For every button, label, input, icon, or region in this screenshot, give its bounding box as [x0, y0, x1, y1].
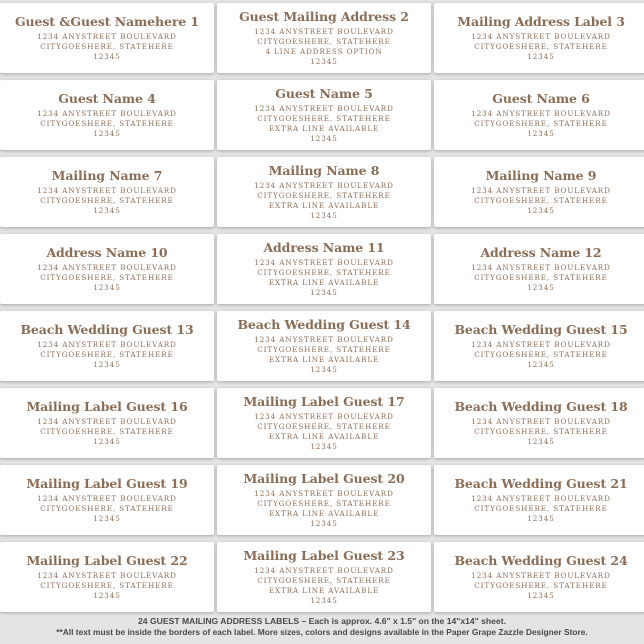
label-address-line: 1234 ANYSTREET BOULEVARD [37, 494, 177, 503]
label-address-line: EXTRA LINE AVAILABLE [268, 586, 380, 595]
label-recipient-name: Mailing Label Guest 22 [26, 553, 188, 568]
label-address-line: CITYGOESHERE, STATEHERE [40, 42, 174, 51]
address-label[interactable] [434, 157, 644, 227]
label-address-line: 12345 [93, 52, 121, 61]
label-address-line: CITYGOESHERE, STATEHERE [40, 427, 174, 436]
label-address-line: 1234 ANYSTREET BOULEVARD [37, 186, 177, 195]
label-recipient-name: Mailing Label Guest 23 [243, 548, 405, 563]
label-address-line: 1234 ANYSTREET BOULEVARD [254, 104, 394, 113]
label-address-line: 12345 [93, 591, 121, 600]
label-address-line: 1234 ANYSTREET BOULEVARD [254, 489, 394, 498]
label-recipient-name: Mailing Address Label 3 [457, 14, 625, 29]
address-label[interactable] [217, 3, 431, 73]
label-recipient-name: Mailing Label Guest 16 [26, 399, 188, 414]
label-address-line: 12345 [527, 283, 555, 292]
address-label[interactable] [0, 465, 214, 535]
label-address-line: 12345 [527, 591, 555, 600]
address-label[interactable] [434, 542, 644, 612]
address-label[interactable] [217, 465, 431, 535]
address-label[interactable] [217, 388, 431, 458]
address-label[interactable] [217, 542, 431, 612]
label-address-line: CITYGOESHERE, STATEHERE [474, 42, 608, 51]
label-address-line: CITYGOESHERE, STATEHERE [257, 191, 391, 200]
label-address-line: CITYGOESHERE, STATEHERE [40, 504, 174, 513]
label-recipient-name: Guest Name 4 [58, 91, 156, 106]
label-address-line: 1234 ANYSTREET BOULEVARD [471, 263, 611, 272]
label-address-line: CITYGOESHERE, STATEHERE [474, 504, 608, 513]
label-recipient-name: Beach Wedding Guest 24 [454, 553, 628, 568]
label-address-line: 12345 [310, 596, 338, 605]
label-address-line: 12345 [527, 129, 555, 138]
label-address-line: 1234 ANYSTREET BOULEVARD [37, 109, 177, 118]
address-label[interactable] [0, 234, 214, 304]
address-label[interactable] [434, 3, 644, 73]
label-recipient-name: Mailing Name 8 [268, 163, 380, 178]
label-recipient-name: Mailing Label Guest 17 [243, 394, 405, 409]
label-recipient-name: Beach Wedding Guest 13 [20, 322, 194, 337]
label-recipient-name: Beach Wedding Guest 18 [454, 399, 628, 414]
label-address-line: 1234 ANYSTREET BOULEVARD [471, 32, 611, 41]
label-address-line: EXTRA LINE AVAILABLE [268, 509, 380, 518]
label-address-line: CITYGOESHERE, STATEHERE [474, 273, 608, 282]
label-address-line: CITYGOESHERE, STATEHERE [474, 427, 608, 436]
label-address-line: CITYGOESHERE, STATEHERE [257, 268, 391, 277]
footer-note: **All text must be inside the borders of each label. More sizes, colors and designs available in the Paper Grape Zazzle Designer Store. [56, 627, 588, 637]
label-recipient-name: Beach Wedding Guest 14 [237, 317, 411, 332]
label-address-line: EXTRA LINE AVAILABLE [268, 355, 380, 364]
label-address-line: 1234 ANYSTREET BOULEVARD [254, 412, 394, 421]
label-address-line: 1234 ANYSTREET BOULEVARD [37, 32, 177, 41]
label-address-line: CITYGOESHERE, STATEHERE [474, 196, 608, 205]
label-address-line: 12345 [527, 437, 555, 446]
label-address-line: 12345 [93, 129, 121, 138]
label-address-line: 1234 ANYSTREET BOULEVARD [37, 263, 177, 272]
address-label[interactable] [217, 80, 431, 150]
label-address-line: 1234 ANYSTREET BOULEVARD [471, 186, 611, 195]
label-grid [0, 3, 644, 612]
label-address-line: 1234 ANYSTREET BOULEVARD [471, 417, 611, 426]
label-address-line: 1234 ANYSTREET BOULEVARD [471, 571, 611, 580]
label-address-line: 1234 ANYSTREET BOULEVARD [254, 566, 394, 575]
label-address-line: 12345 [310, 365, 338, 374]
label-address-line: CITYGOESHERE, STATEHERE [40, 119, 174, 128]
label-recipient-name: Beach Wedding Guest 21 [454, 476, 628, 491]
label-address-line: 1234 ANYSTREET BOULEVARD [37, 340, 177, 349]
label-address-line: 12345 [310, 57, 338, 66]
label-recipient-name: Mailing Label Guest 19 [26, 476, 188, 491]
address-label[interactable] [0, 80, 214, 150]
label-address-line: 12345 [527, 360, 555, 369]
label-address-line: EXTRA LINE AVAILABLE [268, 432, 380, 441]
label-recipient-name: Guest Mailing Address 2 [239, 9, 409, 24]
address-label[interactable] [434, 388, 644, 458]
label-address-line: 1234 ANYSTREET BOULEVARD [471, 340, 611, 349]
address-label[interactable] [217, 311, 431, 381]
address-label[interactable] [0, 388, 214, 458]
address-label[interactable] [0, 3, 214, 73]
label-address-line: 12345 [93, 514, 121, 523]
address-label[interactable] [217, 157, 431, 227]
label-address-line: 1234 ANYSTREET BOULEVARD [37, 571, 177, 580]
address-label[interactable] [434, 80, 644, 150]
label-address-line: 12345 [310, 211, 338, 220]
label-address-line: 12345 [527, 206, 555, 215]
label-address-line: 1234 ANYSTREET BOULEVARD [254, 27, 394, 36]
label-address-line: 1234 ANYSTREET BOULEVARD [254, 258, 394, 267]
label-address-line: CITYGOESHERE, STATEHERE [257, 345, 391, 354]
label-address-line: 1234 ANYSTREET BOULEVARD [254, 335, 394, 344]
address-label[interactable] [217, 234, 431, 304]
sheet-footer [0, 616, 644, 638]
label-address-line: 12345 [527, 52, 555, 61]
label-address-line: CITYGOESHERE, STATEHERE [474, 350, 608, 359]
label-address-line: 12345 [310, 519, 338, 528]
label-address-line: CITYGOESHERE, STATEHERE [257, 114, 391, 123]
label-recipient-name: Mailing Name 9 [485, 168, 597, 183]
label-recipient-name: Address Name 10 [46, 245, 168, 260]
address-label[interactable] [434, 234, 644, 304]
label-address-line: 12345 [93, 283, 121, 292]
address-label[interactable] [0, 542, 214, 612]
label-address-line: 4 LINE ADDRESS OPTION [265, 47, 383, 56]
label-address-line: 12345 [310, 442, 338, 451]
label-address-line: CITYGOESHERE, STATEHERE [257, 37, 391, 46]
label-address-line: 12345 [93, 206, 121, 215]
label-address-line: CITYGOESHERE, STATEHERE [257, 499, 391, 508]
label-address-line: CITYGOESHERE, STATEHERE [474, 119, 608, 128]
address-label[interactable] [0, 157, 214, 227]
label-address-line: 12345 [93, 437, 121, 446]
label-recipient-name: Mailing Name 7 [51, 168, 163, 183]
label-address-line: 12345 [527, 514, 555, 523]
label-recipient-name: Guest &Guest Namehere 1 [14, 14, 200, 29]
label-address-line: CITYGOESHERE, STATEHERE [257, 422, 391, 431]
label-address-line: CITYGOESHERE, STATEHERE [40, 273, 174, 282]
label-address-line: 1234 ANYSTREET BOULEVARD [471, 109, 611, 118]
label-recipient-name: Mailing Label Guest 20 [243, 471, 405, 486]
label-recipient-name: Address Name 12 [480, 245, 602, 260]
label-recipient-name: Address Name 11 [263, 240, 385, 255]
label-address-line: 12345 [93, 360, 121, 369]
footer-description: 24 GUEST MAILING ADDRESS LABELS – Each is approx. 4.6" x 1.5" on the 14"x14" sheet. [138, 616, 506, 626]
label-address-line: 12345 [310, 134, 338, 143]
label-address-line: EXTRA LINE AVAILABLE [268, 201, 380, 210]
label-address-line: CITYGOESHERE, STATEHERE [40, 350, 174, 359]
label-address-line: CITYGOESHERE, STATEHERE [474, 581, 608, 590]
label-address-line: 1234 ANYSTREET BOULEVARD [37, 417, 177, 426]
address-label[interactable] [434, 465, 644, 535]
label-address-line: 12345 [310, 288, 338, 297]
address-label[interactable] [434, 311, 644, 381]
label-address-line: 1234 ANYSTREET BOULEVARD [471, 494, 611, 503]
label-recipient-name: Guest Name 6 [492, 91, 590, 106]
label-address-line: CITYGOESHERE, STATEHERE [40, 581, 174, 590]
label-address-line: CITYGOESHERE, STATEHERE [40, 196, 174, 205]
label-address-line: CITYGOESHERE, STATEHERE [257, 576, 391, 585]
label-recipient-name: Beach Wedding Guest 15 [454, 322, 628, 337]
label-address-line: EXTRA LINE AVAILABLE [268, 124, 380, 133]
label-address-line: EXTRA LINE AVAILABLE [268, 278, 380, 287]
label-address-line: 1234 ANYSTREET BOULEVARD [254, 181, 394, 190]
address-label[interactable] [0, 311, 214, 381]
label-recipient-name: Guest Name 5 [275, 86, 373, 101]
